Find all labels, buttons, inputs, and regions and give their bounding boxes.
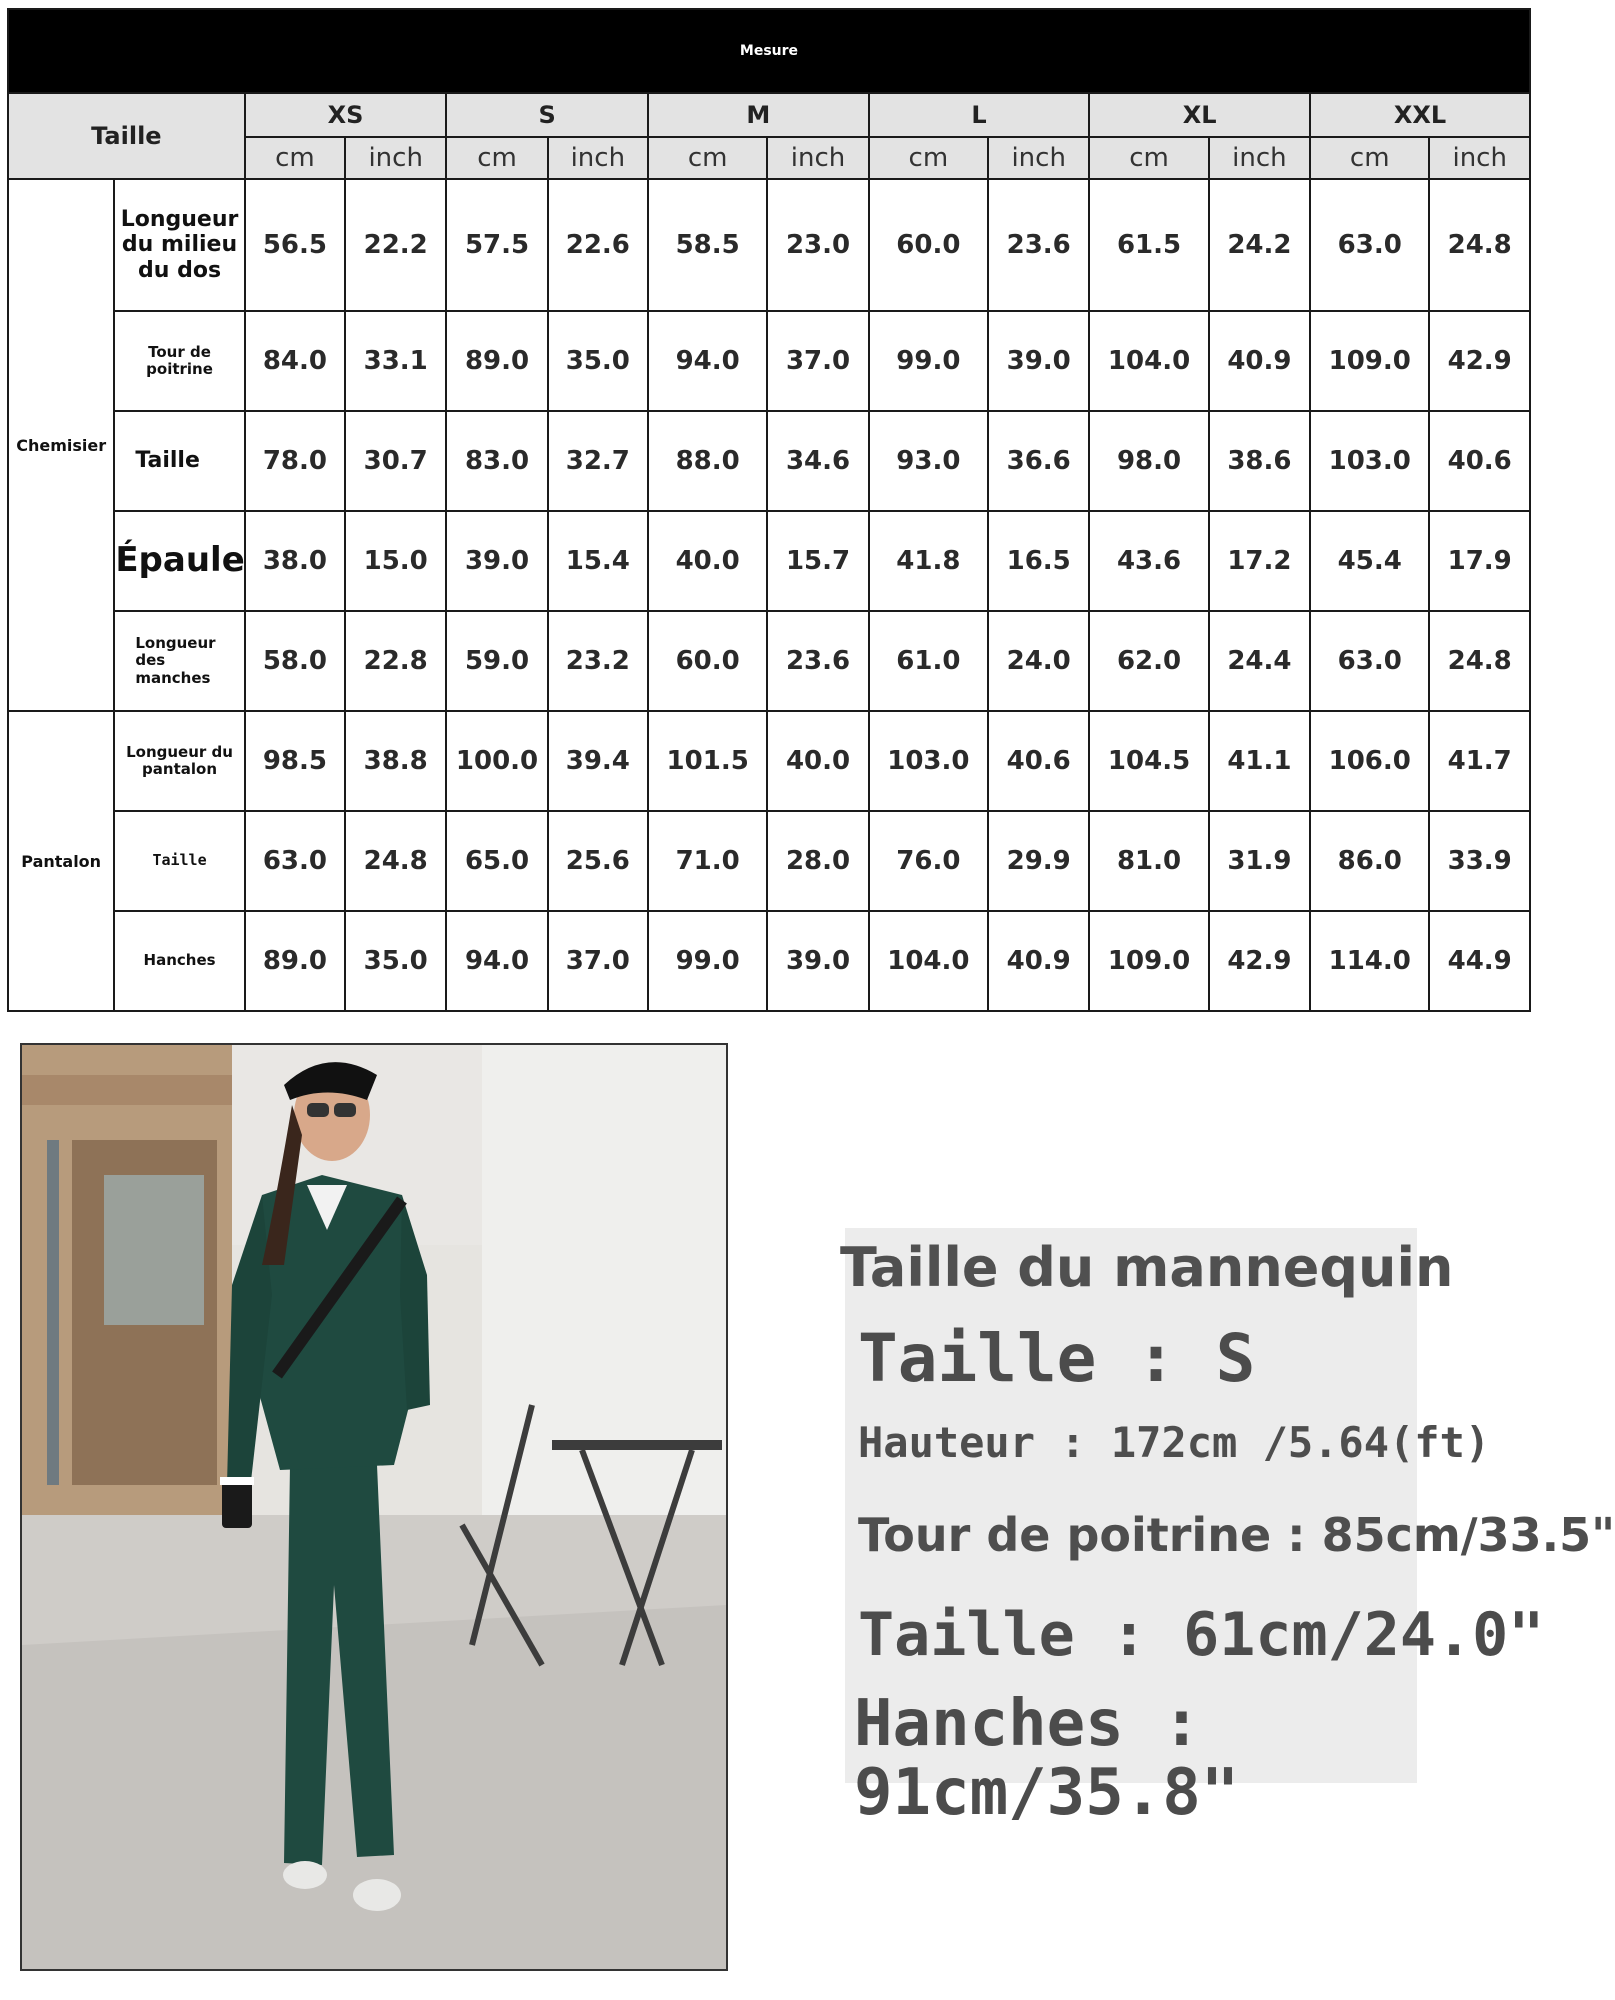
measurement-value: 38.8 — [345, 711, 446, 811]
measurement-value: 104.0 — [1089, 311, 1208, 411]
unit-header-inch: inch — [548, 137, 648, 179]
measurement-label: Longueur des manches — [114, 611, 244, 711]
size-header-m: M — [648, 93, 869, 137]
measurement-label: Tour de poitrine — [114, 311, 244, 411]
measurement-value: 33.9 — [1429, 811, 1530, 911]
measurement-value: 61.0 — [869, 611, 988, 711]
measurement-value: 37.0 — [548, 911, 648, 1011]
measurement-value: 23.2 — [548, 611, 648, 711]
table-row — [8, 411, 1530, 511]
measurement-value: 56.5 — [245, 179, 345, 311]
unit-header-cm: cm — [245, 137, 345, 179]
measurement-value: 42.9 — [1209, 911, 1310, 1011]
measurement-value: 22.2 — [345, 179, 446, 311]
size-header-l: L — [869, 93, 1090, 137]
unit-header-cm: cm — [648, 137, 767, 179]
measurement-value: 63.0 — [1310, 611, 1429, 711]
measurement-value: 76.0 — [869, 811, 988, 911]
measurement-value: 31.9 — [1209, 811, 1310, 911]
unit-header-inch: inch — [1429, 137, 1530, 179]
measurement-label: Longueur du pantalon — [114, 711, 244, 811]
measurement-value: 30.7 — [345, 411, 446, 511]
model-hips: Hanches : 91cm/35.8" — [854, 1687, 1240, 1831]
size-header-xs: XS — [245, 93, 447, 137]
measurement-label: Épaule — [114, 511, 244, 611]
measurement-value: 103.0 — [869, 711, 988, 811]
measurement-label: Longueur du milieu du dos — [114, 179, 244, 311]
measurement-value: 89.0 — [446, 311, 547, 411]
measurement-value: 22.8 — [345, 611, 446, 711]
unit-header-cm: cm — [1310, 137, 1429, 179]
measurement-value: 15.0 — [345, 511, 446, 611]
measurement-value: 24.8 — [1429, 611, 1530, 711]
table-row — [8, 811, 1530, 911]
measurement-value: 29.9 — [988, 811, 1089, 911]
measurement-value: 98.0 — [1089, 411, 1208, 511]
model-height: Hauteur : 172cm /5.64(ft) — [858, 1418, 1491, 1467]
measurement-value: 17.9 — [1429, 511, 1530, 611]
size-header-label: Taille — [8, 93, 245, 179]
measurement-value: 89.0 — [245, 911, 345, 1011]
measurement-value: 78.0 — [245, 411, 345, 511]
measurement-value: 63.0 — [1310, 179, 1429, 311]
measurement-value: 106.0 — [1310, 711, 1429, 811]
measurement-value: 39.0 — [446, 511, 547, 611]
measurement-value: 61.5 — [1089, 179, 1208, 311]
measurement-value: 104.5 — [1089, 711, 1208, 811]
measurement-value: 104.0 — [869, 911, 988, 1011]
measurement-value: 41.8 — [869, 511, 988, 611]
measurement-value: 40.0 — [648, 511, 767, 611]
measurement-value: 99.0 — [648, 911, 767, 1011]
measurement-value: 60.0 — [648, 611, 767, 711]
model-info-title: Taille du mannequin — [840, 1236, 1454, 1299]
measurement-label: Taille — [114, 411, 244, 511]
unit-header-cm: cm — [446, 137, 547, 179]
measurement-value: 41.7 — [1429, 711, 1530, 811]
table-row — [8, 911, 1530, 1011]
measurement-value: 65.0 — [446, 811, 547, 911]
measurement-value: 58.5 — [648, 179, 767, 311]
measurement-value: 45.4 — [1310, 511, 1429, 611]
measurement-label: Taille — [114, 811, 244, 911]
measurement-value: 17.2 — [1209, 511, 1310, 611]
model-photo-illustration — [22, 1045, 726, 1969]
measurement-value: 16.5 — [988, 511, 1089, 611]
measurement-value: 83.0 — [446, 411, 547, 511]
measurement-value: 23.6 — [988, 179, 1089, 311]
table-row — [8, 711, 1530, 811]
measurement-value: 40.6 — [988, 711, 1089, 811]
group-label: Chemisier — [8, 179, 114, 711]
measurement-value: 84.0 — [245, 311, 345, 411]
unit-header-inch: inch — [345, 137, 446, 179]
measurement-value: 99.0 — [869, 311, 988, 411]
measurement-value: 94.0 — [648, 311, 767, 411]
measurement-value: 15.4 — [548, 511, 648, 611]
measurement-value: 24.8 — [1429, 179, 1530, 311]
measurement-value: 114.0 — [1310, 911, 1429, 1011]
table-row — [8, 611, 1530, 711]
measurement-value: 35.0 — [548, 311, 648, 411]
measurement-value: 23.0 — [767, 179, 868, 311]
measurement-value: 39.4 — [548, 711, 648, 811]
measurement-value: 63.0 — [245, 811, 345, 911]
group-label: Pantalon — [8, 711, 114, 1011]
unit-header-cm: cm — [1089, 137, 1208, 179]
measurement-value: 93.0 — [869, 411, 988, 511]
measurement-value: 101.5 — [648, 711, 767, 811]
table-banner: Mesure — [8, 9, 1530, 93]
table-row — [8, 511, 1530, 611]
unit-header-cm: cm — [869, 137, 988, 179]
size-header-xl: XL — [1089, 93, 1310, 137]
measurement-value: 40.9 — [988, 911, 1089, 1011]
size-chart-table — [7, 8, 1531, 1012]
unit-header-inch: inch — [1209, 137, 1310, 179]
measurement-value: 100.0 — [446, 711, 547, 811]
measurement-value: 44.9 — [1429, 911, 1530, 1011]
measurement-value: 36.6 — [988, 411, 1089, 511]
unit-header-inch: inch — [767, 137, 868, 179]
model-photo — [20, 1043, 728, 1971]
measurement-value: 81.0 — [1089, 811, 1208, 911]
measurement-value: 40.9 — [1209, 311, 1310, 411]
measurement-value: 32.7 — [548, 411, 648, 511]
measurement-value: 24.8 — [345, 811, 446, 911]
measurement-value: 37.0 — [767, 311, 868, 411]
measurement-value: 40.6 — [1429, 411, 1530, 511]
measurement-value: 38.0 — [245, 511, 345, 611]
table-row — [8, 179, 1530, 311]
measurement-value: 23.6 — [767, 611, 868, 711]
measurement-value: 33.1 — [345, 311, 446, 411]
measurement-value: 60.0 — [869, 179, 988, 311]
measurement-value: 24.4 — [1209, 611, 1310, 711]
measurement-value: 71.0 — [648, 811, 767, 911]
measurement-value: 59.0 — [446, 611, 547, 711]
measurement-value: 40.0 — [767, 711, 868, 811]
measurement-value: 62.0 — [1089, 611, 1208, 711]
measurement-value: 86.0 — [1310, 811, 1429, 911]
model-size: Taille : S — [858, 1320, 1256, 1397]
measurement-value: 38.6 — [1209, 411, 1310, 511]
measurement-value: 34.6 — [767, 411, 868, 511]
size-header-s: S — [446, 93, 648, 137]
measurement-value: 39.0 — [767, 911, 868, 1011]
table-row — [8, 311, 1530, 411]
measurement-value: 25.6 — [548, 811, 648, 911]
measurement-value: 109.0 — [1089, 911, 1208, 1011]
measurement-value: 94.0 — [446, 911, 547, 1011]
measurement-label: Hanches — [114, 911, 244, 1011]
measurement-value: 42.9 — [1429, 311, 1530, 411]
measurement-value: 88.0 — [648, 411, 767, 511]
measurement-value: 103.0 — [1310, 411, 1429, 511]
measurement-value: 58.0 — [245, 611, 345, 711]
size-header-xxl: XXL — [1310, 93, 1530, 137]
measurement-value: 22.6 — [548, 179, 648, 311]
measurement-value: 39.0 — [988, 311, 1089, 411]
measurement-value: 15.7 — [767, 511, 868, 611]
unit-header-inch: inch — [988, 137, 1089, 179]
measurement-value: 35.0 — [345, 911, 446, 1011]
model-chest: Tour de poitrine : 85cm/33.5" — [858, 1508, 1615, 1562]
measurement-value: 28.0 — [767, 811, 868, 911]
model-waist: Taille : 61cm/24.0" — [858, 1600, 1545, 1670]
measurement-value: 24.0 — [988, 611, 1089, 711]
measurement-value: 24.2 — [1209, 179, 1310, 311]
measurement-value: 57.5 — [446, 179, 547, 311]
measurement-value: 98.5 — [245, 711, 345, 811]
measurement-value: 43.6 — [1089, 511, 1208, 611]
measurement-value: 109.0 — [1310, 311, 1429, 411]
measurement-value: 41.1 — [1209, 711, 1310, 811]
